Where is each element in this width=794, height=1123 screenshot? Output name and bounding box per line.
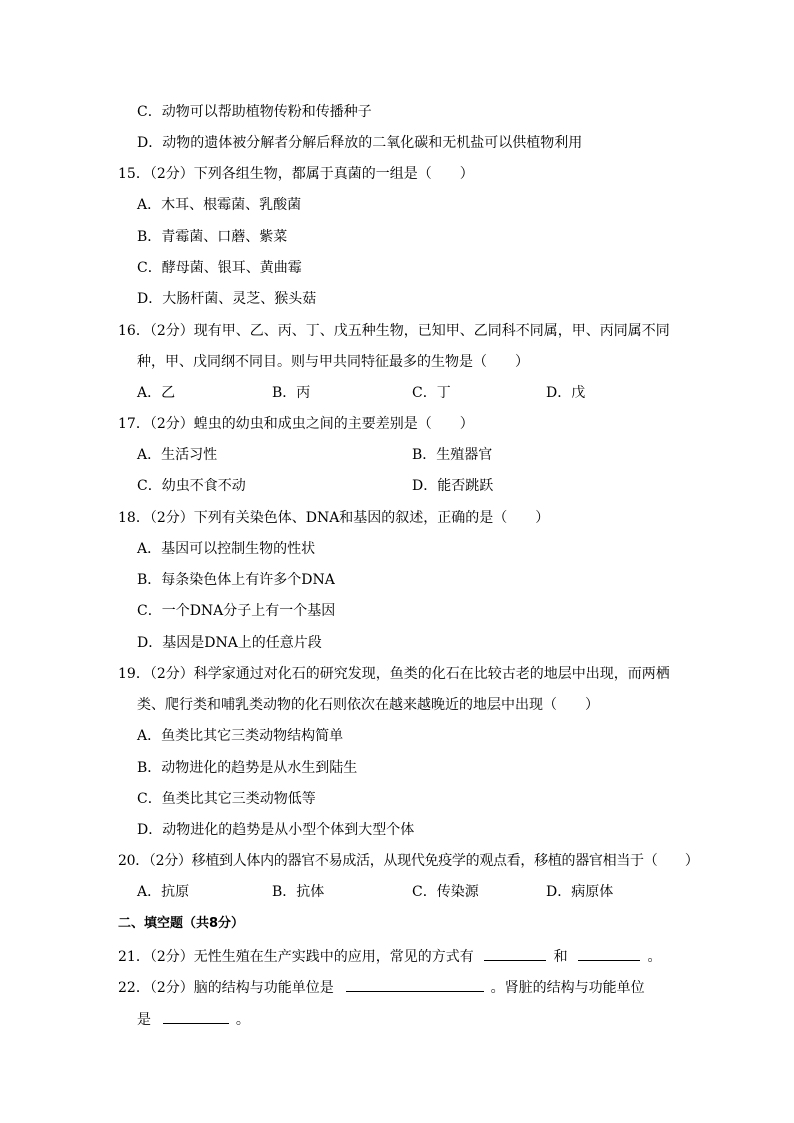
q15-option-b: B．青霉菌、口蘑、紫菜	[137, 229, 288, 245]
q21-line	[118, 946, 662, 966]
q21-stem-end: 。	[647, 949, 662, 965]
q19-option-a: A．鱼类比其它三类动物结构简单	[137, 728, 344, 744]
q19-stem-line1: 19．（2分）科学家通过对化石的研究发现，鱼类的化石在比较古老的地层中出现，而两栖	[118, 666, 670, 682]
q14-option-c: C．动物可以帮助植物传粉和传播种子	[137, 104, 372, 120]
q16-stem-line1: 16．（2分）现有甲、乙、丙、丁、戊五种生物，已知甲、乙同科不同属，甲、丙同属不同	[118, 323, 670, 339]
q16-option-d: D．戊	[546, 385, 586, 401]
q15-stem: 15．（2分）下列各组生物，都属于真菌的一组是（ ）	[118, 166, 474, 182]
q19-option-c: C．鱼类比其它三类动物低等	[137, 791, 316, 807]
q19-stem-line2: 类、爬行类和哺乳类动物的化石则依次在越来越晚近的地层中出现（ ）	[137, 697, 599, 713]
q22-line2	[137, 1009, 250, 1029]
q16-option-a: A．乙	[137, 385, 176, 401]
q16-option-b: B．丙	[272, 385, 311, 401]
q21-blank-1[interactable]	[484, 946, 546, 961]
q17-option-c: C．幼虫不食不动	[137, 478, 246, 494]
q15-option-c: C．酵母菌、银耳、黄曲霉	[137, 260, 302, 276]
q19-option-b: B．动物进化的趋势是从水生到陆生	[137, 760, 358, 776]
q22-stem-a: 22．（2分）脑的结构与功能单位是	[118, 980, 334, 996]
q22-line2-end: 。	[235, 1012, 250, 1028]
q21-stem-a: 21．（2分）无性生殖在生产实践中的应用，常见的方式有	[118, 949, 474, 965]
q15-option-d: D．大肠杆菌、灵芝、猴头菇	[137, 291, 317, 307]
q21-stem-b: 和	[553, 949, 568, 965]
q17-option-b: B．生殖器官	[412, 447, 493, 463]
q18-option-b: B．每条染色体上有许多个DNA	[137, 572, 335, 588]
q21-blank-2[interactable]	[578, 946, 640, 961]
q17-option-a: A．生活习性	[137, 447, 218, 463]
section-fill-in-title: 二、填空题（共8分）	[118, 916, 245, 931]
q22-line2-a: 是	[137, 1012, 151, 1028]
q15-option-a: A．木耳、根霉菌、乳酸菌	[137, 197, 302, 213]
q17-option-d: D．能否跳跃	[412, 478, 494, 494]
q20-option-c: C．传染源	[412, 884, 479, 900]
q20-stem: 20．（2分）移植到人体内的器官不易成活，从现代免疫学的观点看，移植的器官相当于（ ）	[118, 853, 699, 869]
q20-option-a: A．抗原	[137, 884, 190, 900]
q17-stem: 17．（2分）蝗虫的幼虫和成虫之间的主要差别是（ ）	[118, 416, 474, 432]
q18-option-d: D．基因是DNA上的任意片段	[137, 635, 322, 651]
q22-blank-2[interactable]	[163, 1009, 229, 1024]
q16-option-c: C．丁	[412, 385, 451, 401]
q22-line1	[118, 977, 645, 997]
q14-option-d: D．动物的遗体被分解者分解后释放的二氧化碳和无机盐可以供植物利用	[137, 135, 583, 151]
q18-option-c: C．一个DNA分子上有一个基因	[137, 603, 336, 619]
q18-stem: 18．（2分）下列有关染色体、DNA和基因的叙述，正确的是（ ）	[118, 510, 550, 526]
q22-stem-b: 。肾脏的结构与功能单位	[490, 980, 645, 996]
q22-blank-1[interactable]	[346, 977, 484, 992]
q20-option-b: B．抗体	[272, 884, 325, 900]
q18-option-a: A．基因可以控制生物的性状	[137, 541, 316, 557]
q19-option-d: D．动物进化的趋势是从小型个体到大型个体	[137, 822, 415, 838]
q16-stem-line2: 种，甲、戊同纲不同目。则与甲共同特征最多的生物是（ ）	[137, 354, 529, 370]
q20-option-d: D．病原体	[546, 884, 614, 900]
